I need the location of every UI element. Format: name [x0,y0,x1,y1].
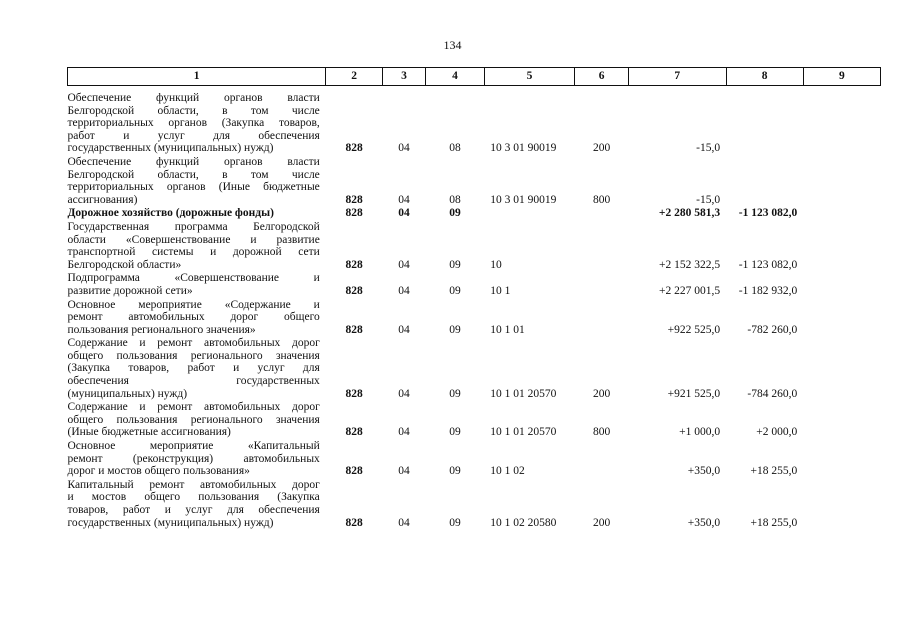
subsection-cell: 09 [449,207,461,220]
description-line: Государственная программа Белгородской [67,220,320,233]
section-cell: 04 [398,284,410,297]
expense-type-cell: 800 [592,193,611,206]
target-item-cell: 10 1 01 20570 [490,426,557,439]
column-header: 9 [803,68,880,86]
section-cell: 04 [398,323,410,336]
amount-change-next-cell [726,86,803,156]
amount-change-cell: +921 525,0 [667,387,721,400]
row-description [68,401,326,440]
table-row [68,479,881,530]
subsection-cell: 09 [449,516,461,529]
amount-change-next-cell: -782 260,0 [747,323,798,336]
target-item-cell: 10 1 02 20580 [490,516,557,529]
row-description [68,299,326,338]
subsection-cell: 08 [449,193,461,206]
table-body [68,86,881,531]
expense-type-cell: 800 [592,426,611,439]
row-description [68,440,326,479]
description-line: Содержание и ремонт автомобильных дорог [67,401,320,414]
column-header: 5 [484,68,575,86]
amount-change-cell: -15,0 [696,142,721,155]
amount-change-extra-cell [803,221,880,272]
target-item-cell: 10 3 01 90019 [490,193,557,206]
column-header: 2 [326,68,383,86]
amount-change-next-cell: -1 182 932,0 [738,284,798,297]
expense-type-cell [575,272,629,298]
admin-code-cell: 828 [345,516,363,529]
amount-change-cell: +350,0 [687,465,721,478]
description-line: (Закупка товаров, работ и услуг для [67,362,320,375]
row-description [68,337,326,401]
target-item-cell [484,207,575,221]
table-row [68,440,881,479]
row-description [68,207,326,221]
expense-type-cell [575,221,629,272]
table-row [68,207,881,221]
description-line: транспортной системы и дорожной сети [67,246,320,259]
column-header: 4 [426,68,485,86]
section-cell: 04 [398,142,410,155]
description-line: и мостов общего пользования (Закупка [67,491,320,504]
description-line: обеспечения государственных [67,375,320,388]
description-line: Белгородской области» [67,258,182,271]
description-line: общего пользования регионального значения [67,349,320,362]
target-item-cell: 10 1 [490,284,511,297]
expense-type-cell: 200 [592,387,611,400]
description-line: Основное мероприятие «Капитальный [67,440,320,453]
amount-change-next-cell: +18 255,0 [750,516,798,529]
amount-change-extra-cell [803,337,880,401]
amount-change-next-cell: +2 000,0 [756,426,798,439]
admin-code-cell: 828 [345,207,363,220]
amount-change-next-cell: +18 255,0 [750,465,798,478]
amount-change-next-cell [726,156,803,207]
amount-change-cell: +1 000,0 [679,426,721,439]
section-cell: 04 [398,516,410,529]
amount-change-extra-cell [803,156,880,207]
amount-change-extra-cell [803,479,880,530]
subsection-cell: 09 [449,426,461,439]
admin-code-cell: 828 [345,193,363,206]
row-description [68,479,326,530]
description-line: ремонт автомобильных дорог общего [67,311,320,324]
description-line: Капитальный ремонт автомобильных дорог [67,478,320,491]
target-item-cell: 10 1 01 20570 [490,387,557,400]
page-number: 134 [443,38,462,52]
table-row [68,272,881,298]
table-row [68,86,881,156]
row-description [68,86,326,156]
column-header: 6 [575,68,629,86]
amount-change-next-cell: -784 260,0 [747,387,798,400]
amount-change-extra-cell [803,440,880,479]
description-line: Подпрограмма «Совершенствование и [67,272,320,285]
section-cell: 04 [398,426,410,439]
expense-type-cell: 200 [592,142,611,155]
description-line: государственных (муниципальных) нужд) [67,516,274,529]
budget-table [67,67,881,530]
subsection-cell: 08 [449,142,461,155]
description-line: (муниципальных) нужд) [67,387,188,400]
amount-change-cell: +2 227 001,5 [658,284,721,297]
description-line: работ и услуг для обеспечения [67,129,320,142]
amount-change-cell: +350,0 [687,516,721,529]
admin-code-cell: 828 [345,465,363,478]
section-cell: 04 [398,207,410,220]
column-header: 7 [628,68,726,86]
table-header-row [68,68,881,86]
amount-change-extra-cell [803,272,880,298]
section-cell: 04 [398,465,410,478]
table-row [68,221,881,272]
description-line: пользования регионального значения» [67,323,256,336]
description-line: общего пользования регионального значения [67,413,320,426]
expense-type-cell [575,299,629,338]
row-description [68,156,326,207]
amount-change-cell: +2 152 322,5 [658,258,721,271]
amount-change-cell: +922 525,0 [667,323,721,336]
table-row [68,299,881,338]
description-line: ремонт (реконструкция) автомобильных [67,452,320,465]
table-row [68,401,881,440]
row-description [68,272,326,298]
description-line: территориальных органов (Закупка товаров, [67,117,320,130]
target-item-cell: 10 1 02 [490,465,525,478]
description-line: (Иные бюджетные ассигнования) [67,426,231,439]
description-line: Белгородской области, в том числе [67,168,320,181]
table-row [68,156,881,207]
description-line: Обеспечение функций органов власти [67,155,320,168]
amount-change-cell: +2 280 581,3 [658,207,721,220]
table-row [68,337,881,401]
description-line: Белгородской области, в том числе [67,104,320,117]
subsection-cell: 09 [449,323,461,336]
subsection-cell: 09 [449,465,461,478]
column-header: 8 [726,68,803,86]
expense-type-cell [575,440,629,479]
admin-code-cell: 828 [345,323,363,336]
description-line: Дорожное хозяйство (дорожные фонды) [67,207,274,220]
admin-code-cell: 828 [345,142,363,155]
description-line: товаров, работ и услуг для обеспечения [67,504,320,516]
amount-change-cell: -15,0 [696,193,721,206]
description-line: Содержание и ремонт автомобильных дорог [67,337,320,350]
admin-code-cell: 828 [345,258,363,271]
target-item-cell: 10 [490,258,502,271]
column-header: 3 [382,68,425,86]
target-item-cell: 10 1 01 [490,323,525,336]
column-header: 1 [68,68,326,86]
admin-code-cell: 828 [345,387,363,400]
amount-change-extra-cell [803,401,880,440]
description-line: территориальных органов (Иные бюджетные [67,181,320,194]
section-cell: 04 [398,258,410,271]
description-line: Основное мероприятие «Содержание и [67,298,320,311]
description-line: ассигнования) [67,193,138,206]
amount-change-extra-cell [803,299,880,338]
description-line: Обеспечение функций органов власти [67,92,320,104]
expense-type-cell: 200 [592,516,611,529]
description-line: развитие дорожной сети» [67,284,193,297]
target-item-cell: 10 3 01 90019 [490,142,557,155]
description-line: дорог и мостов общего пользования» [67,465,250,478]
subsection-cell: 09 [449,387,461,400]
section-cell: 04 [398,387,410,400]
row-description [68,221,326,272]
subsection-cell: 09 [449,258,461,271]
description-line: государственных (муниципальных) нужд) [67,142,274,155]
admin-code-cell: 828 [345,284,363,297]
amount-change-extra-cell [803,207,880,221]
section-cell: 04 [398,193,410,206]
amount-change-extra-cell [803,86,880,156]
admin-code-cell: 828 [345,426,363,439]
amount-change-next-cell: -1 123 082,0 [738,258,798,271]
amount-change-next-cell: -1 123 082,0 [738,207,798,220]
expense-type-cell [575,207,629,221]
description-line: области «Совершенствование и развитие [67,233,320,246]
subsection-cell: 09 [449,284,461,297]
